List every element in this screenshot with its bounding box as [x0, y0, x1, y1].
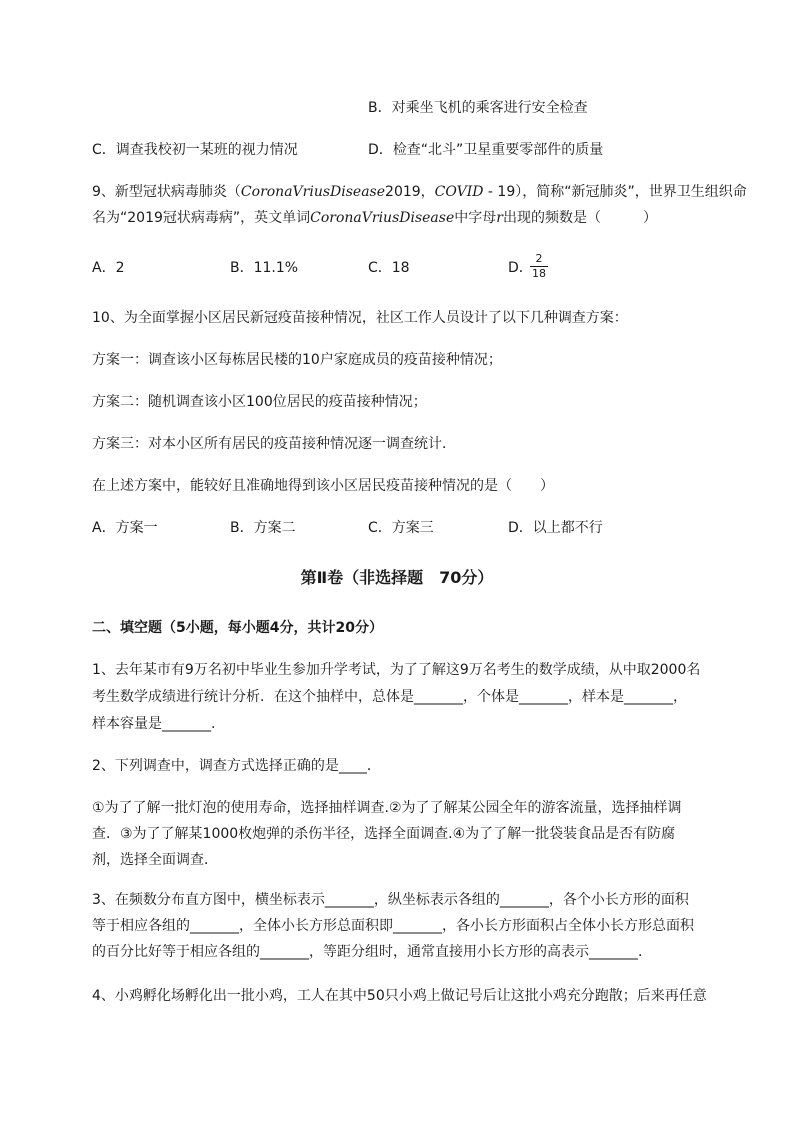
section-heading: 二、填空题（5小题，每小题4分，共计20分）	[92, 620, 383, 636]
q9-letter-r: r	[496, 210, 503, 226]
q10-option-c: C．方案三	[368, 520, 434, 536]
q9-stem-line1	[92, 182, 764, 202]
fill2-line4: 剂，选择全面调查．	[92, 852, 218, 868]
q8-option-c: C．调查我校初一某班的视力情况	[92, 142, 298, 158]
fill4-line1: 4、小鸡孵化场孵化出一批小鸡，工人在其中50只小鸡上做记号后让这批小鸡充分跑散；后来再任意	[92, 988, 707, 1004]
fill3-line3: 的百分比好等于相应各组的_______，等距分组时，通常直接用小长方形的高表示_______.	[92, 944, 643, 960]
fill1-line3: 样本容量是_______.	[92, 716, 216, 732]
q9-text: 2019，	[385, 184, 435, 200]
fill2-line3: 查．③为了了解某1000枚炮弹的杀伤半径，选择全面调查.④为了了解一批袋装食品是否有防腐	[92, 826, 676, 842]
fraction-denominator: 18	[532, 267, 546, 280]
fill1-line1: 1、去年某市有9万名初中毕业生参加升学考试，为了了解这9万名考生的数学成绩，从中取2000名	[92, 662, 701, 678]
q9-option-d-label: D．	[508, 260, 533, 276]
fill3-line2: 等于相应各组的_______，全体小长方形总面积即_______，各小长方形面积占全体小长方形总面积	[92, 918, 694, 934]
fill2-line1: 2、下列调查中，调查方式选择正确的是____．	[92, 758, 381, 774]
part2-title: 第Ⅱ卷（非选择题 70分）	[300, 568, 494, 587]
fraction-numerator: 2	[535, 252, 543, 265]
q9-text: 名为“2019冠状病毒病”，英文单词	[92, 210, 311, 226]
q9-text: - 19），简称“新冠肺炎”，世界卫生组织命	[483, 184, 747, 200]
q10-option-d: D．以上都不行	[508, 520, 603, 536]
q10-plan-2: 方案二：随机调查该小区100位居民的疫苗接种情况；	[92, 394, 427, 410]
q9-text: 中字母	[454, 210, 497, 226]
fill3-line1: 3、在频数分布直方图中，横坐标表示_______，纵坐标表示各组的_______，各个小长方形的面积	[92, 892, 689, 908]
q9-option-a: A．2	[92, 260, 125, 276]
fill2-line2: ①为了了解一批灯泡的使用寿命，选择抽样调查.②为了了解某公园全年的游客流量，选择抽样调	[92, 800, 682, 816]
fill1-line2: 考生数学成绩进行统计分析．在这个抽样中，总体是_______，个体是_______，样本是_______，	[92, 689, 687, 705]
q9-covid: COVID	[434, 184, 484, 200]
q9-option-d-fraction	[530, 253, 548, 280]
q10-plan-1: 方案一：调查该小区每栋居民楼的10户家庭成员的疫苗接种情况；	[92, 352, 502, 368]
q9-term: CoronaVriusDisease	[240, 184, 386, 200]
q9-text: 出现的频数是（ ）	[502, 210, 657, 226]
q10-plan-3: 方案三：对本小区所有居民的疫苗接种情况逐一调查统计．	[92, 436, 456, 452]
q9-option-c: C．18	[368, 260, 410, 276]
q8-option-d: D．检查“北斗”卫星重要零部件的质量	[368, 142, 604, 158]
q10-option-a: A．方案一	[92, 520, 158, 536]
q10-question: 在上述方案中，能较好且准确地得到该小区居民疫苗接种情况的是（ ）	[92, 478, 554, 494]
q9-stem-line2	[92, 208, 764, 228]
q10-option-b: B．方案二	[230, 520, 296, 536]
q10-stem: 10、为全面掌握小区居民新冠疫苗接种情况，社区工作人员设计了以下几种调查方案：	[92, 310, 628, 326]
q8-option-b: B．对乘坐飞机的乘客进行安全检查	[368, 100, 588, 116]
q9-term: CoronaVriusDisease	[310, 210, 455, 226]
q9-option-b: B．11.1%	[230, 260, 299, 276]
q9-text: 9、新型冠状病毒肺炎（	[92, 184, 241, 200]
